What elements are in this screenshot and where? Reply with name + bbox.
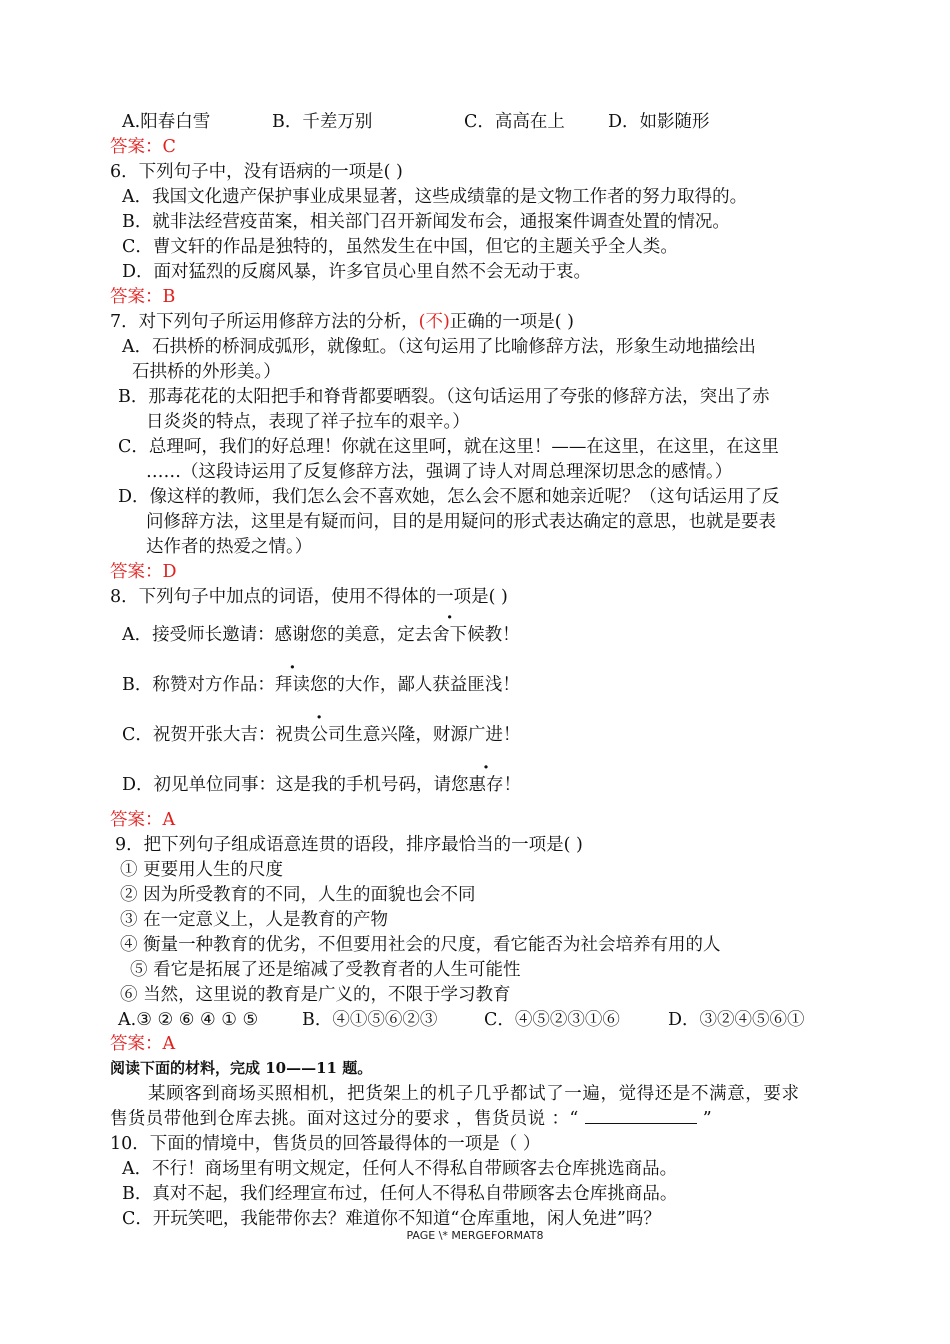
- q9-option-a: A.③ ② ⑥ ④ ① ⑤: [118, 1010, 259, 1030]
- q6-option-a: A．我国文化遗产保护事业成果显著，这些成绩靠的是文物工作者的努力取得的。: [122, 187, 748, 207]
- q7-option-d-line1: D．像这样的教师，我们怎么会不喜欢她，怎么会不愿和她亲近呢？（这句话运用了反: [118, 487, 780, 507]
- q7-option-b-line2: 日炎炎的特点，表现了祥子拉车的艰辛。）: [146, 412, 470, 432]
- q7-option-d-line2: 问修辞方法，这里是有疑而问，目的是用疑问的形式表达确定的意思，也就是要表: [146, 512, 776, 532]
- q9-item-1: ① 更要用人生的尺度: [120, 860, 284, 880]
- reading-paragraph-line2-text: 售货员带他到仓库去挑。面对这过分的要求 ，售货员说 ：“: [110, 1109, 579, 1129]
- q8-option-d: [122, 773, 521, 797]
- q8-option-b-dotted-word: 拜读: [274, 675, 310, 695]
- q8-option-d-dotted-word: 惠存: [468, 775, 504, 795]
- q9-item-2: ② 因为所受教育的不同，人生的面貌也会不同: [120, 885, 476, 905]
- q9-answer: 答案：A: [110, 1034, 176, 1054]
- q7-stem-negation: (不): [418, 312, 450, 332]
- q5-option-c: C．高高在上: [464, 112, 565, 132]
- q8-option-a-rest: 候教！: [467, 625, 520, 645]
- q5-option-a: A.阳春白雪: [122, 112, 211, 132]
- q8-option-b-text: B．称赞对方作品：: [122, 675, 275, 695]
- q8-option-c-rest: 生意兴隆，财源广进！: [345, 725, 521, 745]
- q5-answer: 答案：C: [110, 137, 176, 157]
- q10-stem: 10．下面的情境中，售货员的回答最得体的一项是（ ）: [110, 1134, 541, 1154]
- q7-option-b-line1: B．那毒花花的太阳把手和脊背都要晒裂。（这句话运用了夸张的修辞方法，突出了赤: [118, 387, 770, 407]
- q8-answer: 答案：A: [110, 810, 176, 830]
- q10-option-a: A．不行！商场里有明文规定，任何人不得私自带顾客去仓库挑选商品。: [122, 1159, 678, 1179]
- q9-stem: 9．把下列句子组成语意连贯的语段，排序最恰当的一项是( ): [115, 835, 583, 855]
- page-footer: PAGE \* MERGEFORMAT8: [406, 1229, 544, 1242]
- reading-paragraph-line2-close: ”: [702, 1109, 713, 1129]
- reading-paragraph-line1: 某顾客到商场买照相机，把货架上的机子几乎都试了一遍，觉得还是不满意，要求: [148, 1084, 800, 1104]
- q8-option-b: [122, 673, 520, 697]
- q9-item-5: ⑤ 看它是拓展了还是缩减了受教育者的人生可能性: [130, 960, 521, 980]
- q8-option-d-text: D．初见单位同事：这是我的手机号码，请您: [122, 775, 469, 795]
- q8-option-c: [122, 723, 520, 747]
- q9-option-b: B．④①⑤⑥②③: [302, 1010, 438, 1030]
- q7-stem: [110, 310, 574, 334]
- answer-blank: [585, 1109, 697, 1124]
- q8-stem: 8．下列句子中加点的词语，使用不得体的一项是( ): [110, 587, 508, 607]
- q8-option-a: [122, 623, 520, 647]
- q7-option-a-line2: 石拱桥的外形美。）: [132, 362, 281, 382]
- q8-option-c-dotted-word: 贵公司: [292, 725, 346, 745]
- q7-option-d-line3: 达作者的热爱之情。）: [146, 537, 313, 557]
- q5-option-b: B．千差万别: [272, 112, 373, 132]
- q8-option-d-rest: ！: [503, 775, 522, 795]
- q9-option-d: D．③②④⑤⑥①: [668, 1010, 805, 1030]
- q6-option-c: C．曹文轩的作品是独特的，虽然发生在中国，但它的主题关乎全人类。: [122, 237, 678, 257]
- q7-option-c-line2: ……（这段诗运用了反复修辞方法，强调了诗人对周总理深切思念的感情。）: [146, 462, 733, 482]
- q7-stem-post: 正确的一项是( ): [449, 312, 575, 332]
- q10-option-c: C．开玩笑吧，我能带你去？难道你不知道“仓库重地，闲人免进”吗？: [122, 1209, 661, 1229]
- q8-option-b-rest: 您的大作，鄙人获益匪浅！: [309, 675, 520, 695]
- q8-option-a-dotted-word: 舍下: [432, 625, 468, 645]
- q9-option-c: C．④⑤②③①⑥: [484, 1010, 620, 1030]
- q8-option-a-text: A．接受师长邀请：感谢您的美意，定去: [122, 625, 433, 645]
- reading-paragraph-line2: [110, 1107, 712, 1131]
- q9-item-4: ④ 衡量一种教育的优劣，不但要用社会的尺度，看它能否为社会培养有用的人: [120, 935, 721, 955]
- q6-answer: 答案：B: [110, 287, 176, 307]
- reading-heading: 阅读下面的材料，完成 10——11 题。: [110, 1059, 373, 1077]
- q7-stem-pre: 7．对下列句子所运用修辞方法的分析，: [110, 312, 419, 332]
- q9-item-6: ⑥ 当然，这里说的教育是广义的，不限于学习教育: [120, 985, 511, 1005]
- q8-option-c-text: C．祝贺开张大吉：祝: [122, 725, 293, 745]
- q7-option-a-line1: A．石拱桥的桥洞成弧形，就像虹。（这句运用了比喻修辞方法，形象生动地描绘出: [122, 337, 756, 357]
- q7-answer: 答案：D: [110, 562, 177, 582]
- q6-option-d: D．面对猛烈的反腐风暴，许多官员心里自然不会无动于衷。: [122, 262, 592, 282]
- q7-option-c-line1: C．总理呵，我们的好总理！你就在这里呵，就在这里！——在这里，在这里，在这里: [118, 437, 779, 457]
- q5-option-d: D．如影随形: [608, 112, 710, 132]
- q9-item-3: ③ 在一定意义上，人是教育的产物: [120, 910, 389, 930]
- q6-stem: 6．下列句子中，没有语病的一项是( ): [110, 162, 403, 182]
- q6-option-b: B．就非法经营疫苗案，相关部门召开新闻发布会，通报案件调查处置的情况。: [122, 212, 730, 232]
- q10-option-b: B．真对不起，我们经理宣布过，任何人不得私自带顾客去仓库挑商品。: [122, 1184, 678, 1204]
